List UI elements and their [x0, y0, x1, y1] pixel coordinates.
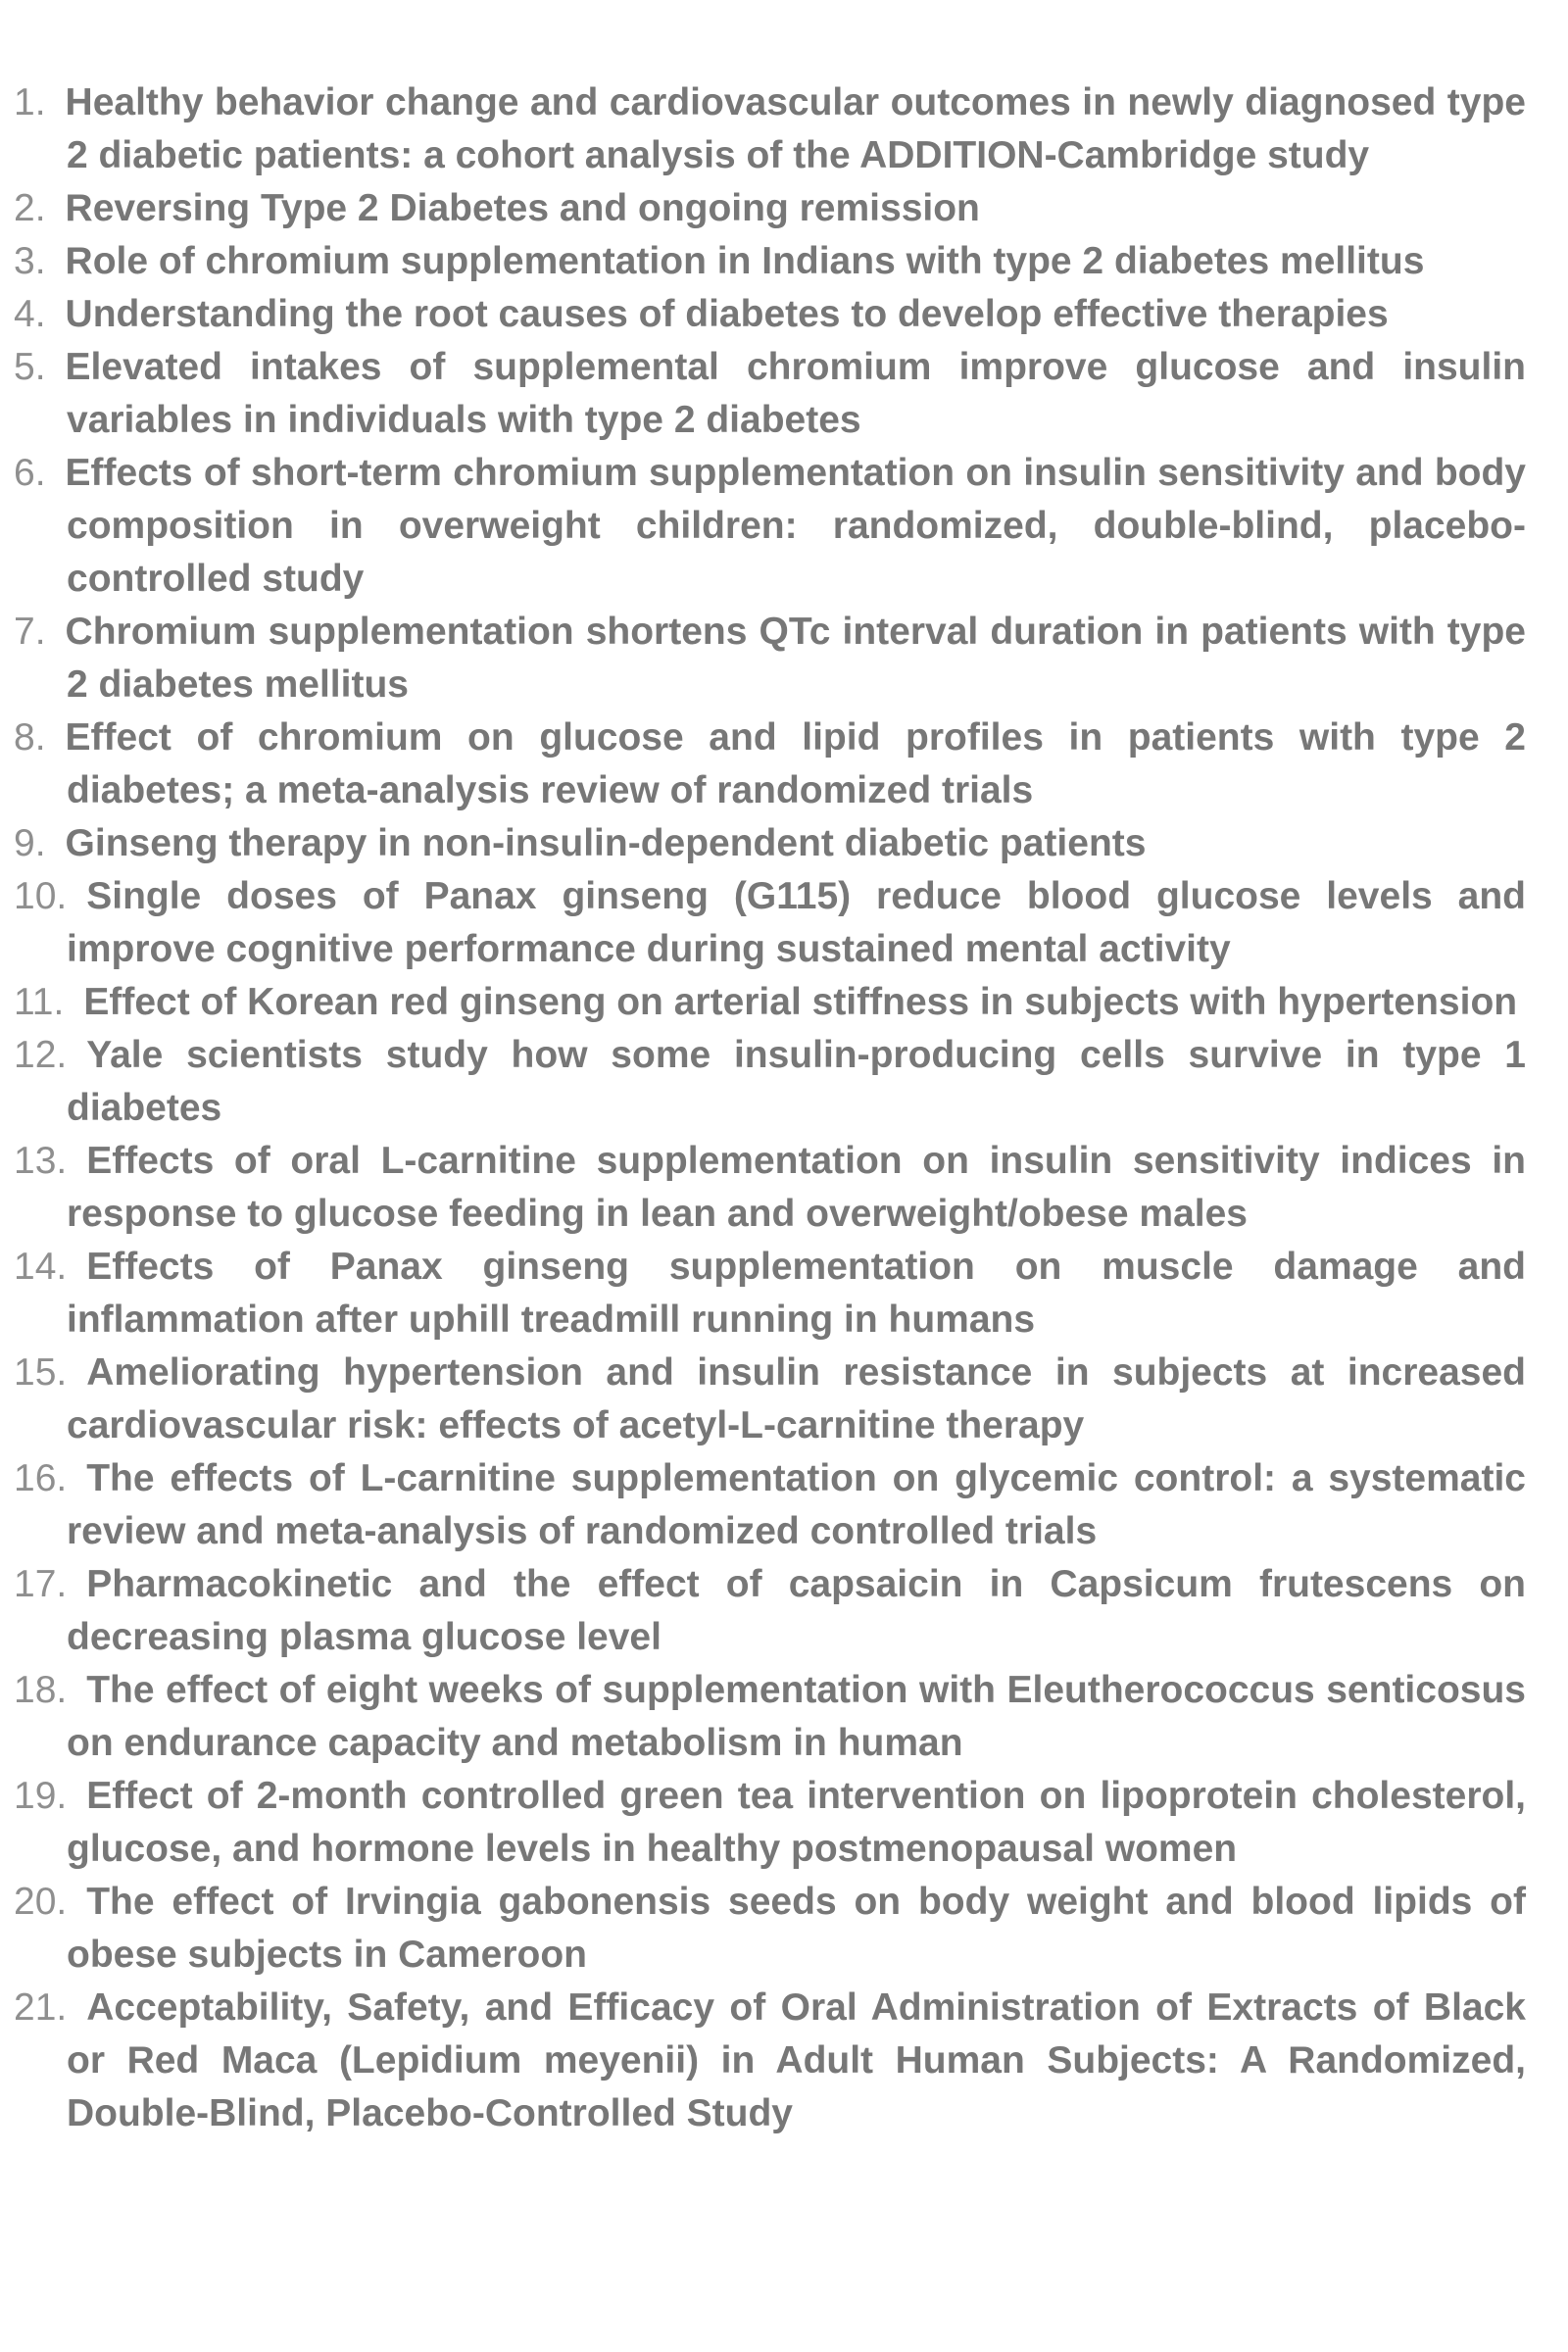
article-title: Effect of 2-month controlled green tea intervention on lipoprotein cholesterol, glucose, and hormone levels in healthy postmenopausal women — [67, 1775, 1526, 1870]
list-item — [14, 447, 1526, 606]
list-item — [14, 1982, 1526, 2140]
item-number: 6. — [14, 452, 46, 494]
item-number: 12. — [14, 1034, 68, 1076]
item-number: 11. — [14, 981, 65, 1023]
item-number: 9. — [14, 822, 46, 864]
article-title: Ameliorating hypertension and insulin resistance in subjects at increased cardiovascular risk: effects of acetyl-L-carnitine therapy — [67, 1351, 1526, 1446]
list-item — [14, 1029, 1526, 1135]
item-number: 18. — [14, 1669, 68, 1711]
list-item — [14, 1347, 1526, 1452]
article-title: Yale scientists study how some insulin-producing cells survive in type 1 diabetes — [67, 1034, 1526, 1129]
list-item — [14, 1452, 1526, 1558]
item-number: 10. — [14, 875, 68, 917]
list-item — [14, 341, 1526, 447]
list-item — [14, 182, 1526, 235]
item-number: 19. — [14, 1775, 68, 1817]
article-title-list — [14, 76, 1526, 2140]
item-number: 17. — [14, 1563, 68, 1605]
article-title: The effects of L-carnitine supplementation on glycemic control: a systematic review and meta-analysis of randomized controlled trials — [67, 1457, 1526, 1552]
list-item — [14, 76, 1526, 182]
list-item — [14, 1770, 1526, 1876]
item-number: 14. — [14, 1246, 68, 1288]
article-title: Effect of Korean red ginseng on arterial stiffness in subjects with hypertension — [83, 981, 1518, 1023]
article-title: Effects of Panax ginseng supplementation on muscle damage and inflammation after uphill treadmill running in humans — [67, 1246, 1526, 1341]
list-item — [14, 817, 1526, 870]
item-number: 15. — [14, 1351, 68, 1394]
list-item — [14, 1664, 1526, 1770]
item-number: 21. — [14, 1986, 68, 2029]
item-number: 20. — [14, 1881, 68, 1923]
item-number: 7. — [14, 611, 46, 653]
article-title: Effect of chromium on glucose and lipid profiles in patients with type 2 diabetes; a meta-analysis review of randomized trials — [65, 716, 1526, 811]
list-item — [14, 1876, 1526, 1982]
article-title: Ginseng therapy in non-insulin-dependent diabetic patients — [65, 822, 1147, 864]
article-title: Reversing Type 2 Diabetes and ongoing remission — [65, 187, 980, 229]
article-title: Pharmacokinetic and the effect of capsaicin in Capsicum frutescens on decreasing plasma glucose level — [67, 1563, 1526, 1658]
article-title: The effect of eight weeks of supplementation with Eleutherococcus senticosus on endurance capacity and metabolism in human — [67, 1669, 1526, 1764]
item-number: 16. — [14, 1457, 68, 1499]
list-item — [14, 870, 1526, 976]
list-item — [14, 976, 1526, 1029]
item-number: 4. — [14, 293, 46, 335]
item-number: 1. — [14, 81, 46, 123]
list-item — [14, 288, 1526, 341]
item-number: 8. — [14, 716, 46, 759]
article-title: Effects of oral L-carnitine supplementation on insulin sensitivity indices in response to glucose feeding in lean and overweight/obese males — [67, 1140, 1526, 1235]
item-number: 3. — [14, 240, 46, 282]
article-title: Role of chromium supplementation in Indians with type 2 diabetes mellitus — [65, 240, 1425, 282]
item-number: 5. — [14, 346, 46, 388]
list-item — [14, 1558, 1526, 1664]
article-title: Elevated intakes of supplemental chromium improve glucose and insulin variables in individuals with type 2 diabetes — [65, 346, 1526, 441]
article-title: Acceptability, Safety, and Efficacy of Oral Administration of Extracts of Black or Red Maca (Lepidium meyenii) in Adult Human Subjects: A Randomized, Double-Blind, Placebo-Controlled Study — [67, 1986, 1526, 2134]
article-title: Healthy behavior change and cardiovascular outcomes in newly diagnosed type 2 diabetic patients: a cohort analysis of the ADDITION-Cambridge study — [65, 81, 1526, 176]
list-item — [14, 1241, 1526, 1347]
item-number: 2. — [14, 187, 46, 229]
article-title: The effect of Irvingia gabonensis seeds on body weight and blood lipids of obese subjects in Cameroon — [67, 1881, 1526, 1976]
list-item — [14, 711, 1526, 817]
list-item — [14, 1135, 1526, 1241]
item-number: 13. — [14, 1140, 68, 1182]
article-title: Single doses of Panax ginseng (G115) reduce blood glucose levels and improve cognitive performance during sustained mental activity — [67, 875, 1526, 970]
article-title: Chromium supplementation shortens QTc interval duration in patients with type 2 diabetes mellitus — [65, 611, 1526, 706]
article-title: Effects of short-term chromium supplementation on insulin sensitivity and body composition in overweight children: randomized, double-blind, placebo-controlled study — [65, 452, 1526, 600]
list-item — [14, 235, 1526, 288]
article-title: Understanding the root causes of diabetes to develop effective therapies — [65, 293, 1389, 335]
list-item — [14, 606, 1526, 711]
